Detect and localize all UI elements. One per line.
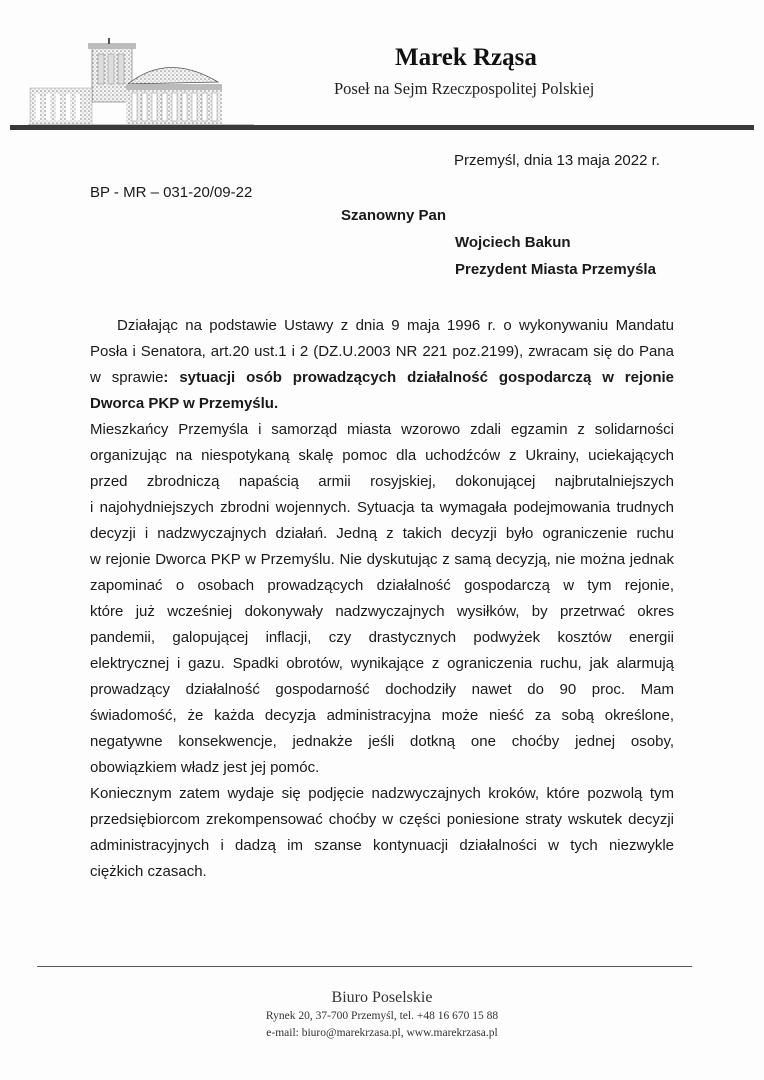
salutation: Szanowny Pan bbox=[341, 207, 447, 224]
body-line: obowiązkiem władz jest jej pomóc. bbox=[90, 759, 320, 776]
letter-date: Przemyśl, dnia 13 maja 2022 r. bbox=[454, 152, 660, 169]
body-line: zapominać o osobach prowadzących działalność gospodarczą w tym rejonie, bbox=[90, 577, 674, 594]
sejm-building-logo bbox=[28, 38, 254, 134]
body-line: świadomość, że każda decyzja administracyjna może nieść za sobą określone, bbox=[90, 707, 674, 724]
body-line: pandemii, galopującej inflacji, czy drastycznych podwyżek kosztów energii bbox=[90, 629, 674, 646]
body-line: ciężkich czasach. bbox=[90, 863, 207, 880]
body-line: i najohydniejszych zbrodni wojennych. Sytuacja ta wymagała podejmowania trudnych bbox=[90, 499, 674, 516]
mp-role: Poseł na Sejm Rzeczpospolitej Polskiej bbox=[334, 79, 595, 98]
body-line: Dworca PKP w Przemyślu. bbox=[90, 395, 279, 412]
mp-name: Marek Rząsa bbox=[395, 44, 537, 71]
header-divider bbox=[10, 125, 754, 130]
body-line: przed zbrodniczą napaścią armii rosyjskiej, dokonującej najbrutalniejszych bbox=[90, 473, 674, 490]
footer-divider bbox=[37, 966, 692, 967]
body-line: przedsiębiorcom zrekompensować choćby w części poniesione straty wskutek decyzji bbox=[90, 811, 674, 828]
reference-number: BP - MR – 031-20/09-22 bbox=[90, 184, 253, 201]
body-line: które już wcześniej dokonywały nadzwyczajnych wysiłków, by przetrwać okres bbox=[90, 603, 674, 620]
recipient-name: Wojciech Bakun bbox=[455, 234, 571, 251]
body-line: prowadzący działalność gospodarność dochodziły nawet do 90 proc. Mam bbox=[90, 681, 674, 698]
footer-office: Biuro Poselskie bbox=[331, 989, 433, 1006]
body-line: w rejonie Dworca PKP w Przemyślu. Nie dyskutując z samą decyzją, nie można jednak bbox=[90, 551, 674, 568]
body-line: Koniecznym zatem wydaje się podjęcie nadzwyczajnych kroków, które pozwolą tym bbox=[90, 785, 674, 802]
body-line: administracyjnych i dadzą im szanse kontynuacji działalności w tych niezwykle bbox=[90, 837, 674, 854]
body-line: negatywne konsekwencje, jednakże jeśli dotkną one choćby jednej osoby, bbox=[90, 733, 674, 750]
body-line: w sprawie: sytuacji osób prowadzących działalność gospodarczą w rejonie bbox=[90, 369, 674, 386]
body-line: organizując na niespotykaną skalę pomoc dla uchodźców z Ukrainy, uciekających bbox=[90, 447, 674, 464]
footer-address: Rynek 20, 37-700 Przemyśl, tel. +48 16 670 15 88 bbox=[265, 1010, 499, 1022]
body-line: Mieszkańcy Przemyśla i samorząd miasta wzorowo zdali egzamin z solidarności bbox=[90, 421, 674, 438]
body-line: elektrycznej i gazu. Spadki obrotów, wynikające z ograniczenia ruchu, jak alarmują bbox=[90, 655, 674, 672]
body-line: Działając na podstawie Ustawy z dnia 9 maja 1996 r. o wykonywaniu Mandatu bbox=[117, 317, 674, 334]
footer-contact: e-mail: biuro@marekrzasa.pl, www.marekrzasa.pl bbox=[266, 1027, 498, 1039]
body-line: decyzji i nadzwyczajnych działań. Jedną z takich decyzji było ograniczenie ruchu bbox=[90, 525, 674, 542]
recipient-title: Prezydent Miasta Przemyśla bbox=[455, 261, 656, 278]
body-line: Posła i Senatora, art.20 ust.1 i 2 (DZ.U.2003 NR 221 poz.2199), zwracam się do Pana bbox=[90, 343, 674, 360]
